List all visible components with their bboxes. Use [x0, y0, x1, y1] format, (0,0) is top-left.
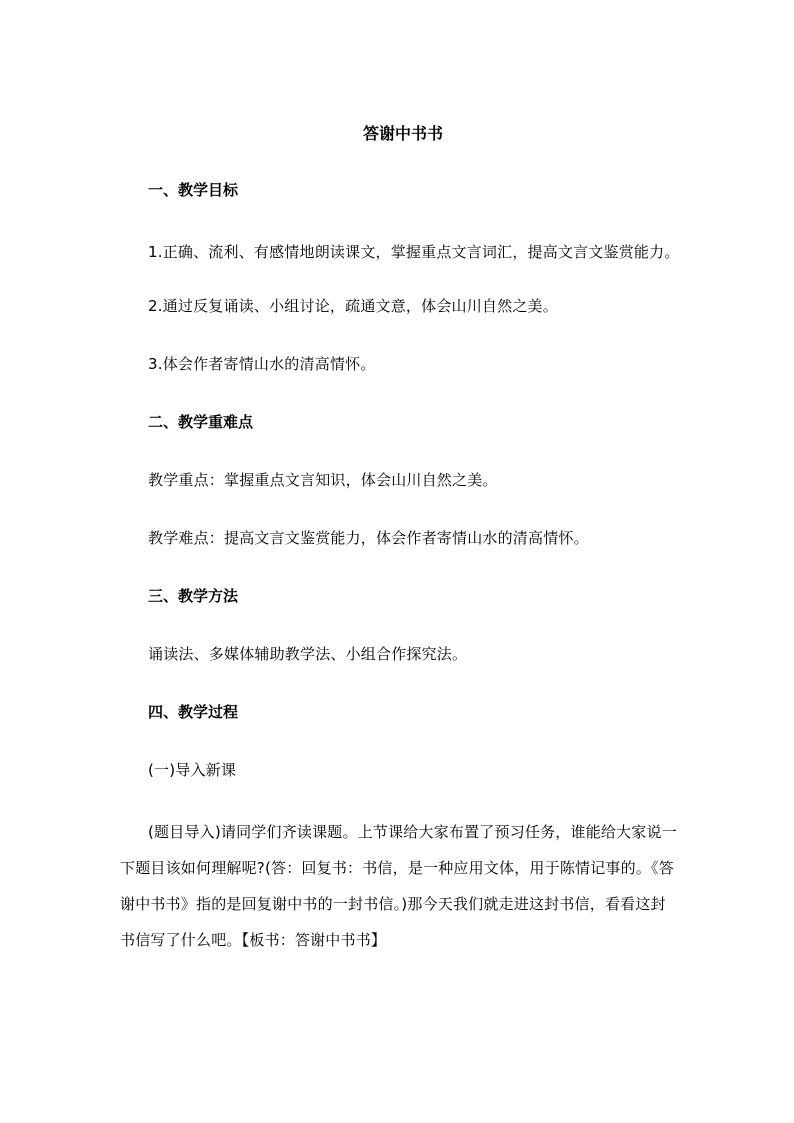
document-title: 答谢中书书: [362, 124, 443, 143]
section-heading-methods: 三、教学方法: [148, 587, 239, 605]
section-heading-process: 四、教学过程: [148, 703, 239, 721]
key-point-text: 教学重点：掌握重点文言知识，体会山川自然之美。: [148, 471, 498, 489]
section-heading-key-points: 二、教学重难点: [148, 413, 254, 431]
goal-item-2: 2.通过反复诵读、小组讨论，疏通文意，体会山川自然之美。: [148, 297, 558, 315]
goal-item-3: 3.体会作者寄情山水的清高情怀。: [148, 355, 376, 373]
document-body: [120, 118, 680, 958]
process-subheading: (一)导入新课: [148, 761, 237, 779]
section-heading-goals: 一、教学目标: [148, 181, 239, 199]
intro-paragraph: (题目导入)请同学们齐读课题。上节课给大家布置了预习任务，谁能给大家说一下题目该如何理解呢?(答：回复书：书信，是一种应用文体，用于陈情记事的。《答谢中书书》指的是回复谢中书的一封书信。)那今天我们就走进这封书信，看看这封书信写了什么吧。【板书：答谢中书书】: [120, 823, 677, 949]
goal-item-1: 1.正确、流利、有感情地朗读课文，掌握重点文言词汇，提高文言文鉴赏能力。: [148, 243, 680, 261]
methods-text: 诵读法、多媒体辅助教学法、小组合作探究法。: [148, 645, 468, 663]
difficult-point-text: 教学难点：提高文言文鉴赏能力，体会作者寄情山水的清高情怀。: [148, 529, 589, 547]
